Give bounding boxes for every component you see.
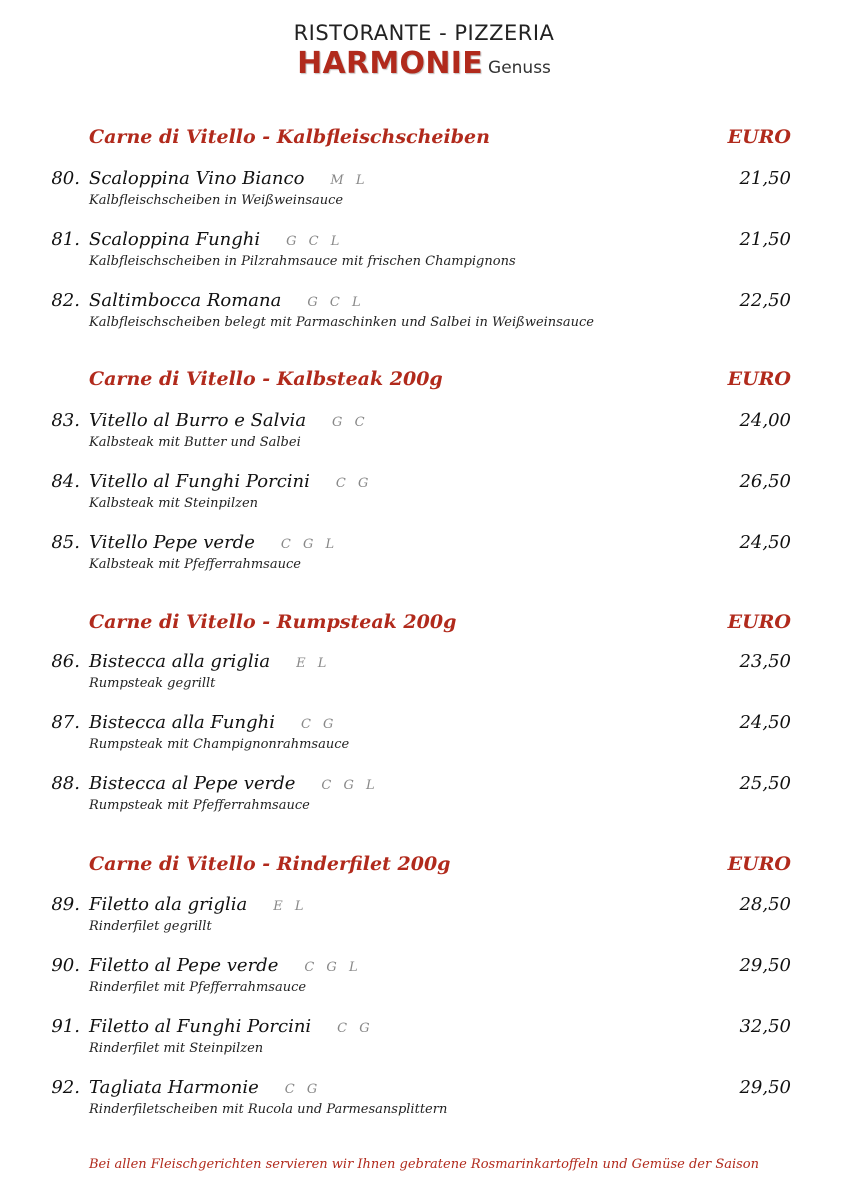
item-name: Bistecca al Pepe verde: [89, 773, 296, 794]
item-number: 89.: [51, 894, 80, 915]
item-name: Bistecca alla griglia: [89, 651, 271, 672]
item-description: Rinderfilet gegrillt: [89, 919, 212, 934]
section-header: [0, 368, 848, 398]
menu-item: [0, 410, 848, 471]
item-name: Vitello al Burro e Salvia: [89, 410, 307, 431]
footer-note: Bei allen Fleischgerichten servieren wir Ihnen gebratene Rosmarinkartoffeln und Gemüse der Saison: [88, 1157, 760, 1172]
section-title: Carne di Vitello - Rumpsteak 200g: [89, 611, 457, 633]
allergen-codes: C G: [335, 476, 373, 491]
item-number: 88.: [51, 773, 80, 794]
item-name: Bistecca alla Funghi: [89, 712, 275, 733]
item-price: 25,50: [739, 773, 791, 794]
item-name: Saltimbocca Romana: [89, 290, 282, 311]
section-title: Carne di Vitello - Kalbfleischscheiben: [89, 126, 490, 148]
menu-item: [0, 290, 848, 351]
item-price: 28,50: [739, 894, 791, 915]
item-name: Filetto ala griglia: [89, 894, 248, 915]
allergen-codes: E L: [273, 899, 308, 914]
item-number: 83.: [51, 410, 80, 431]
item-name-wrap: [89, 471, 372, 492]
item-number: 87.: [51, 712, 80, 733]
section-currency: EURO: [727, 126, 791, 148]
item-name-wrap: [89, 229, 343, 250]
section-rumpsteak: [0, 611, 848, 834]
menu-item: [0, 651, 848, 712]
section-header: [0, 611, 848, 641]
brand-name: HARMONIE: [297, 46, 484, 81]
header-top-line: RISTORANTE - PIZZERIA: [293, 21, 555, 45]
item-name-wrap: [89, 651, 330, 672]
allergen-codes: C G L: [280, 537, 339, 552]
item-description: Rumpsteak mit Champignonrahmsauce: [89, 737, 350, 752]
item-name-wrap: [89, 955, 362, 976]
item-description: Rinderfilet mit Steinpilzen: [89, 1041, 264, 1056]
allergen-codes: M L: [330, 173, 369, 188]
item-name: Vitello Pepe verde: [89, 532, 255, 553]
allergen-codes: C G L: [321, 778, 379, 793]
item-name-wrap: [89, 773, 379, 794]
item-name: Scaloppina Vino Bianco: [89, 168, 305, 189]
menu-item: [0, 471, 848, 532]
item-name-wrap: [89, 894, 308, 915]
item-name: Scaloppina Funghi: [89, 229, 261, 250]
item-name-wrap: [89, 532, 338, 553]
allergen-codes: C G: [300, 717, 338, 732]
section-rinderfilet: [0, 853, 848, 1138]
item-price: 21,50: [739, 168, 791, 189]
item-description: Kalbfleischscheiben in Pilzrahmsauce mit frischen Champignons: [89, 254, 516, 269]
item-number: 91.: [51, 1016, 80, 1037]
item-description: Kalbsteak mit Butter und Salbei: [89, 435, 301, 450]
item-price: 22,50: [739, 290, 791, 311]
item-name: Filetto al Pepe verde: [89, 955, 279, 976]
menu-item: [0, 168, 848, 229]
menu-item: [0, 773, 848, 834]
item-price: 29,50: [739, 1077, 791, 1098]
allergen-codes: G C: [332, 415, 369, 430]
item-description: Rinderfilet mit Pfefferrahmsauce: [89, 980, 307, 995]
allergen-codes: G C L: [286, 234, 344, 249]
menu-item: [0, 1016, 848, 1077]
allergen-codes: C G: [284, 1082, 322, 1097]
item-description: Kalbsteak mit Pfefferrahmsauce: [89, 557, 301, 572]
item-price: 29,50: [739, 955, 791, 976]
item-name: Filetto al Funghi Porcini: [89, 1016, 312, 1037]
item-number: 92.: [51, 1077, 80, 1098]
item-price: 21,50: [739, 229, 791, 250]
item-name-wrap: [89, 290, 365, 311]
item-price: 23,50: [739, 651, 791, 672]
item-price: 24,50: [739, 712, 791, 733]
item-price: 32,50: [739, 1016, 791, 1037]
section-header: [0, 853, 848, 883]
item-name-wrap: [89, 1016, 374, 1037]
allergen-codes: G C L: [307, 295, 365, 310]
item-description: Kalbfleischscheiben in Weißweinsauce: [89, 193, 344, 208]
item-price: 26,50: [739, 471, 791, 492]
menu-item: [0, 955, 848, 1016]
item-name-wrap: [89, 168, 368, 189]
item-name: Vitello al Funghi Porcini: [89, 471, 310, 492]
item-number: 85.: [51, 532, 80, 553]
section-kalbfleischscheiben: [0, 126, 848, 351]
restaurant-header: [0, 18, 848, 86]
item-number: 84.: [51, 471, 80, 492]
item-name-wrap: [89, 712, 337, 733]
item-number: 82.: [51, 290, 80, 311]
item-description: Rumpsteak mit Pfefferrahmsauce: [89, 798, 310, 813]
menu-item: [0, 532, 848, 593]
section-kalbsteak: [0, 368, 848, 593]
brand-line: [0, 46, 848, 86]
section-header: [0, 126, 848, 156]
item-name-wrap: [89, 1077, 321, 1098]
item-description: Kalbfleischscheiben belegt mit Parmaschinken und Salbei in Weißweinsauce: [89, 315, 594, 330]
item-number: 80.: [51, 168, 80, 189]
brand-sub: Genuss: [488, 58, 551, 78]
section-currency: EURO: [727, 611, 791, 633]
section-currency: EURO: [727, 368, 791, 390]
allergen-codes: C G L: [304, 960, 362, 975]
item-number: 81.: [51, 229, 80, 250]
menu-item: [0, 712, 848, 773]
item-price: 24,50: [739, 532, 791, 553]
menu-item: [0, 894, 848, 955]
item-number: 86.: [51, 651, 80, 672]
menu-item: [0, 229, 848, 290]
item-name-wrap: [89, 410, 369, 431]
section-title: Carne di Vitello - Rinderfilet 200g: [89, 853, 451, 875]
item-price: 24,00: [739, 410, 791, 431]
item-description: Rumpsteak gegrillt: [89, 676, 216, 691]
item-description: Rinderfiletscheiben mit Rucola und Parmesansplittern: [89, 1102, 448, 1117]
allergen-codes: C G: [337, 1021, 374, 1036]
section-currency: EURO: [727, 853, 791, 875]
section-title: Carne di Vitello - Kalbsteak 200g: [89, 368, 443, 390]
item-description: Kalbsteak mit Steinpilzen: [89, 496, 259, 511]
allergen-codes: E L: [296, 656, 331, 671]
menu-item: [0, 1077, 848, 1138]
item-number: 90.: [51, 955, 80, 976]
item-name: Tagliata Harmonie: [89, 1077, 259, 1098]
